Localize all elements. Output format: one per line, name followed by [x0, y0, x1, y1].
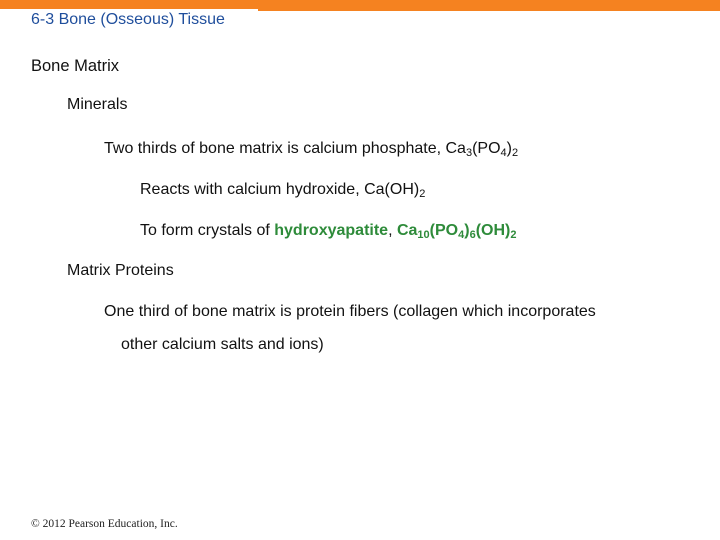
page-title: 6-3 Bone (Osseous) Tissue — [31, 11, 225, 28]
subscript: 4 — [500, 147, 507, 159]
bullet-protein-fibers-continued: other calcium salts and ions) — [121, 336, 324, 353]
subheading-minerals: Minerals — [67, 96, 128, 113]
subheading-matrix-proteins: Matrix Proteins — [67, 262, 174, 279]
subscript: 3 — [465, 147, 473, 159]
subscript: 2 — [511, 147, 519, 159]
formula — [397, 222, 517, 239]
bullet-text: To form crystals of — [140, 222, 275, 239]
bullet-calcium-phosphate — [104, 140, 518, 158]
copyright-footer: © 2012 Pearson Education, Inc. — [31, 518, 178, 530]
formula-part: (OH) — [475, 222, 511, 239]
formula-part: Ca — [396, 222, 418, 239]
key-term: hydroxyapatite — [274, 222, 389, 239]
bullet-text: Two thirds of bone matrix is calcium phosphate, Ca — [104, 140, 466, 157]
formula-part: ) — [506, 140, 512, 157]
formula-part: ) — [464, 222, 470, 239]
section-heading: Bone Matrix — [31, 57, 120, 75]
subscript: 2 — [419, 188, 426, 200]
bullet-text: Reacts with calcium hydroxide, Ca(OH) — [140, 181, 420, 198]
subscript: 6 — [469, 229, 476, 241]
bullet-protein-fibers: One third of bone matrix is protein fibers (collagen which incorporates — [104, 303, 596, 320]
bullet-hydroxyapatite — [140, 222, 516, 240]
subscript: 4 — [458, 229, 465, 241]
formula-part: (PO — [429, 222, 459, 239]
subscript: 10 — [417, 229, 430, 241]
formula-part: (PO — [472, 140, 501, 157]
comma: , — [388, 222, 397, 239]
title-bar — [0, 0, 720, 37]
subscript: 2 — [510, 229, 517, 241]
bullet-calcium-hydroxide — [140, 181, 425, 199]
